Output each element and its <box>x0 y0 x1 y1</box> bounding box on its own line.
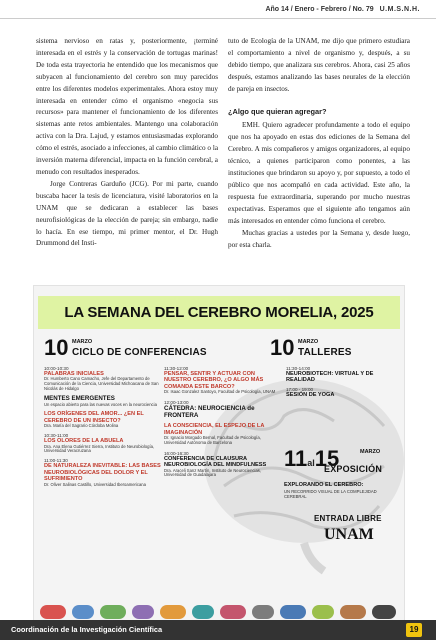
event-poster <box>33 285 405 628</box>
left-paragraph-2: Jorge Contreras Garduño (JCG). Por mi parte, cuando buscaba hacer la tesis de licenciatura, visité laboratorios en la UNAM que se dedicaran a establecer las bases neurofisiológicas de la elección de pareja; sin embargo, nadie lo hacía. En ese tiempo, mi primer mentor, el Dr. Hugh Drummond del Insti- <box>36 179 218 248</box>
sponsor-logo <box>252 605 274 619</box>
right-paragraph-intro: tuto de Ecología de la UNAM, me dijo que primero estudiara el comportamiento a nivel de organismo y, después, a su debido tiempo, que analizara sus cerebros. Ahora, casi 25 años después, estamos analizando las bases neurales de la elección de pareja en insectos. <box>228 37 410 93</box>
page-header <box>265 6 420 13</box>
expo-subtitle: EXPLORANDO EL CEREBRO: <box>284 482 364 488</box>
entry-label: ENTRADA LIBRE <box>314 514 382 523</box>
talk-item: MENTES EMERGENTES Un espacio abierto para las nuevas voces en la neurociencia <box>44 395 157 407</box>
university-name: U.M.S.N.H. <box>379 6 420 13</box>
expo-month: MARZO <box>360 449 381 455</box>
question-heading: ¿Algo que quieran agregar? <box>228 106 327 116</box>
talk-item: 10:00-10:30 PALABRAS INICIALES Dr. Humberto Cano Camacho, Jefe del Departamento de Comunicación de la Ciencia, Universidad Michoacana de San Nicolás de Hidalgo <box>44 366 159 392</box>
sponsor-logo <box>40 605 66 619</box>
left-paragraph-1: sistema nervioso en ratas y, posteriormente, ¡terminé interesada en el estrés y la conservación de tortugas marinas! De toda esta trayectoria he entendido que los mecanismos que subyacen al funcionamiento del cerebro son muy parecidos entre los diferentes modelos experimentales. Ahora estoy muy interesada en entender cómo el organismo «negocia sus recursos» para mantener el funcionamiento de los diferentes sistemas ante retos ambientales. Mantengo una colaboración activa con la Dra. Lajud, y estamos entusiasmadas explorando cómo el estrés, asociado a infecciones, al cambio climático o la inversión materna diferencial, impacta en la función cerebral, a menudo con resultados inesperados. <box>36 37 219 176</box>
page-footer <box>0 620 436 640</box>
conf-month: MARZO <box>72 339 93 345</box>
right-column <box>228 36 410 251</box>
footer-text: Coordinación de la Investigación Científica <box>11 625 163 634</box>
workshops-list <box>286 366 396 398</box>
talks-middle-list <box>164 366 282 478</box>
page-number: 19 <box>406 623 422 637</box>
left-column <box>36 36 218 250</box>
poster-title: LA SEMANA DEL CEREBRO MORELIA, 2025 <box>64 304 374 321</box>
issue-info: Año 14 / Enero - Febrero / No. 79 <box>265 6 374 13</box>
conf-day: 10 <box>44 335 69 360</box>
sponsor-logo <box>72 605 94 619</box>
talk-item: LA CONSCIENCIA, EL ESPEJO DE LA IMAGINACIÓN Dr. Ignacio Morgado Bernal, Facultad de Psicología, Universidad Autónoma de Barcelona <box>164 423 265 445</box>
header-rule <box>0 18 436 19</box>
expo-title: EXPOSICIÓN <box>324 464 383 474</box>
talk-item: 10:30-11:00 LOS OLORES DE LA ABUELA Dra. Ana Elena Gutiérrez Sierra, Instituto de Neurobiología, Universidad Veracruzana <box>44 433 155 454</box>
workshop-item: 17:00 - 19:00 SESIÓN DE YOGA <box>286 386 335 398</box>
sponsor-logo <box>340 605 366 619</box>
talk-item: 16:00-16:30 CONFERENCIA DE CLAUSURA NEUROBIOLOGÍA DEL MINDFULNESS Dra. Araceli Sanz Martín, Instituto de Neurociencias, Universidad de Guadalajara <box>164 450 267 478</box>
sponsor-logo <box>312 605 334 619</box>
sponsor-logo <box>132 605 154 619</box>
venue-logo: UNAM <box>324 526 374 543</box>
conf-title: CICLO DE CONFERENCIAS <box>72 347 207 358</box>
sponsor-logo <box>220 605 246 619</box>
talleres-title: TALLERES <box>298 347 352 358</box>
talk-item: LOS ORÍGENES DEL AMOR... ¿EN EL CEREBRO DE UN INSECTO? Dra. María del Sagrario Córdoba Molina <box>44 411 144 429</box>
talleres-day: 10 <box>270 335 295 360</box>
sponsor-logo <box>372 605 396 619</box>
sponsor-logo <box>280 605 306 619</box>
sponsor-logo <box>100 605 126 619</box>
expo-description: UN RECORRIDO VISUAL DE LA COMPLEJIDAD CEREBRAL <box>284 489 377 499</box>
talk-item: 11:30-12:00 PENSAR, SENTIR Y ACTUAR CON NUESTRO CEREBRO, ¿O ALGO MÁS COMANDA ESTE BARCO? Dr. Isaac Gonzalez Santoyo, Facultad de Psicología, UNAM <box>164 366 276 395</box>
talks-left-list <box>44 366 162 488</box>
talleres-month: MARZO <box>298 339 319 345</box>
sponsor-logo <box>192 605 214 619</box>
sponsor-logo <box>160 605 186 619</box>
right-paragraph-closing: Muchas gracias a ustedes por la Semana y, desde luego, por esta charla. <box>228 228 410 249</box>
talk-item: 11:00-11:30 DE NATURALEZA INEVITABLE: LAS BASES NEUROBIOLÓGICAS DEL DOLOR Y EL SUFRIMIENTO Dr. Oliver Salinas Castillo, Universidad Iberoamericana <box>44 458 161 487</box>
poster-banner <box>38 296 400 329</box>
right-paragraph-answer: EMH. Quiero agradecer profundamente a todo el equipo que nos ha apoyado en estas dos ediciones de la Semana del Cerebro. A mis compañeros y amigos organizadores, al equipo técnico, a quienes participaron como ponentes, a las instituciones que brindaron su apoyo y, por supuesto, a todo el público que nos acompañó en cada actividad. Este año, la respuesta fue extraordinaria, superando por mucho nuestras expectativas. Esperamos que el siguiente año tengamos aún más interesados en entender cómo funciona el cerebro. <box>228 121 410 225</box>
talk-item: 12:00-13:00 CÁTEDRA: NEUROCIENCIA de FRONTERA <box>164 400 255 420</box>
expo-dates: 11al15 <box>284 446 340 471</box>
workshop-item: 11:30-14:00 NEUROBIOTECH: VIRTUAL Y DE REALIDAD <box>286 366 374 384</box>
